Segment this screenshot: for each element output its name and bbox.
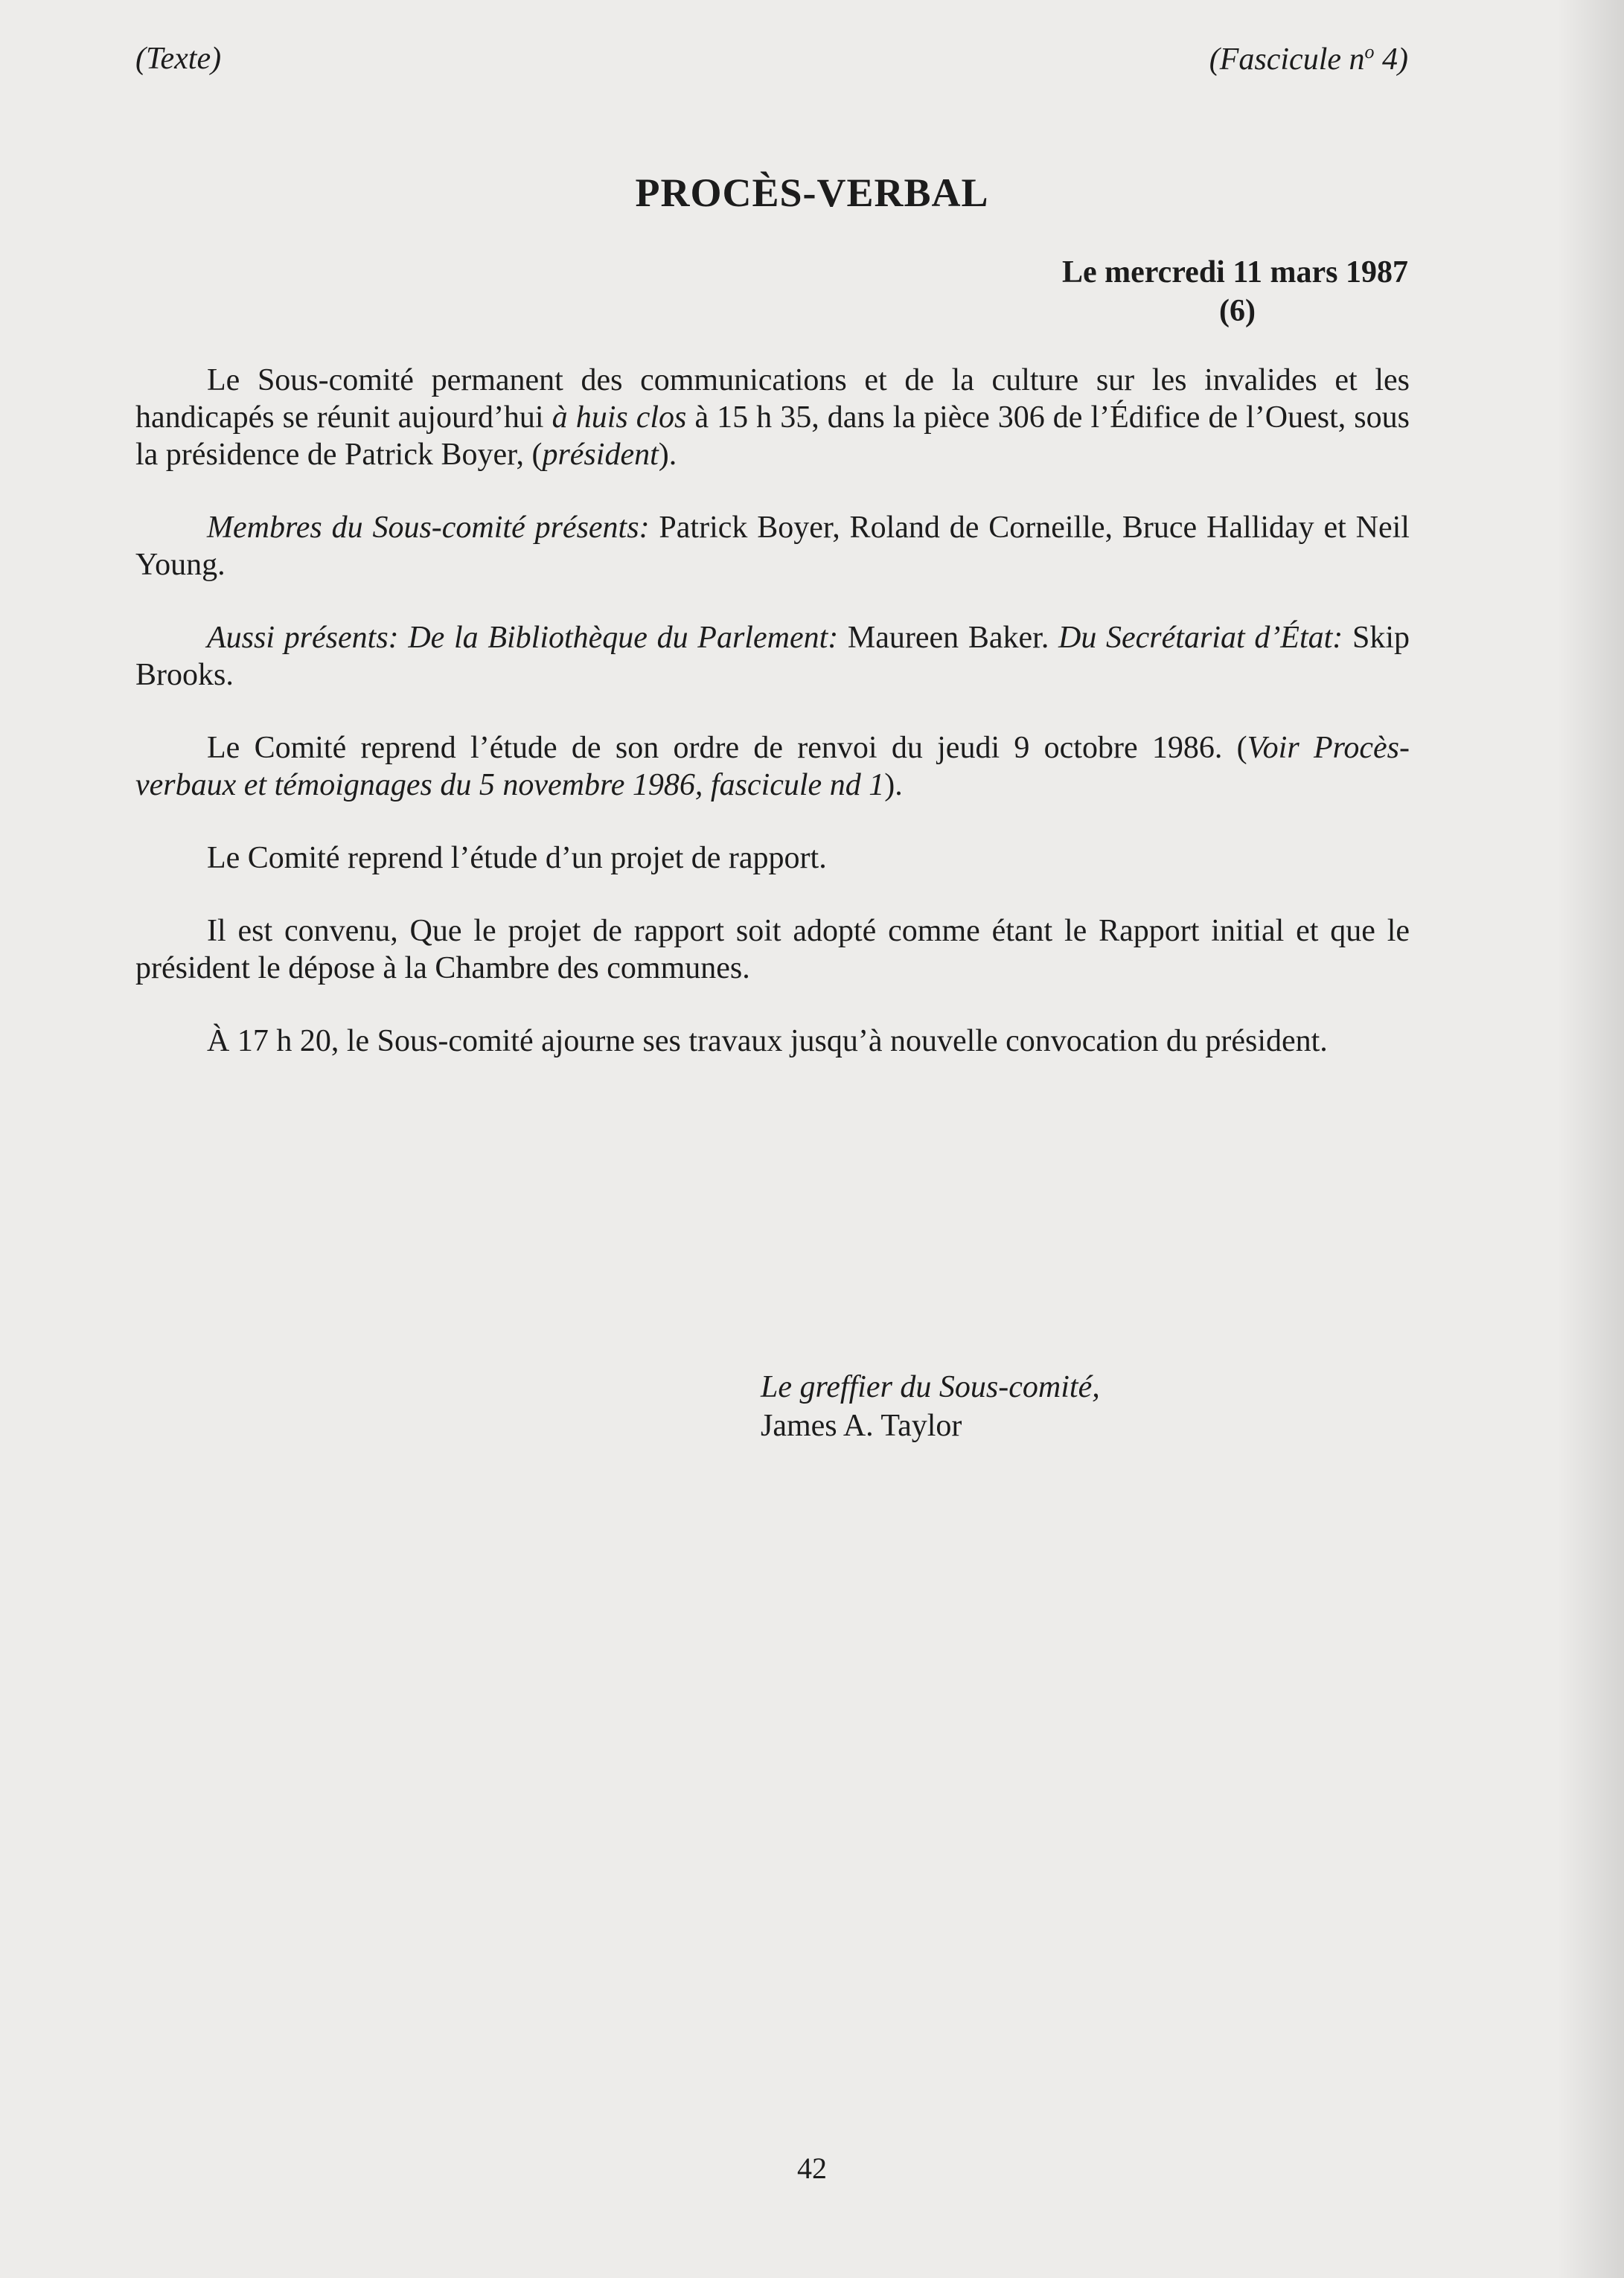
p1-text-a: Le Sous-comité permanent des communications et de la culture sur les invalides et les handicapés se réunit aujourd’hui — [135, 363, 1410, 435]
paragraph-order-of-reference — [135, 729, 1410, 804]
meeting-date-text: Le mercredi 11 mars 1987 — [1061, 255, 1408, 289]
p1-text-c: à 15 h 35, dans la pièce 306 de l’Édifice de l’Ouest, sous la présidence de Patrick Boyer, ( — [135, 400, 1410, 472]
p4-text-a: Le Comité reprend l’étude de son ordre de renvoi du jeudi 9 octobre 1986. ( — [207, 731, 1247, 765]
page-number: 42 — [797, 2151, 827, 2185]
p4-text-c: ). — [884, 768, 903, 802]
p3-text-c: Du Secrétariat d’État: — [1058, 621, 1343, 655]
p3-text-a: Aussi présents: De la Bibliothèque du Parlement: — [207, 621, 839, 655]
header-fascicule-suffix: 4) — [1374, 42, 1408, 77]
paragraph-members-present — [135, 509, 1410, 583]
meeting-number: (6) — [1219, 294, 1256, 328]
paragraph-adjournment: À 17 h 20, le Sous-comité ajourne ses travaux jusqu’à nouvelle convocation du président. — [207, 1024, 1328, 1058]
page-title: PROCÈS-VERBAL — [635, 170, 989, 215]
p3-text-d: Skip Brooks. — [135, 621, 1410, 692]
header-section-label: (Texte) — [135, 42, 222, 76]
paragraph-also-present — [135, 619, 1410, 694]
paragraph-draft-report: Le Comité reprend l’étude d’un projet de rapport. — [207, 841, 827, 875]
header-fascicule-prefix: (Fascicule — [1209, 42, 1349, 77]
p1-text-e: ). — [658, 438, 677, 472]
p2-text-a: Membres du Sous-comité présents: — [207, 511, 650, 545]
header-fascicule-sup: o — [1364, 41, 1375, 63]
p4-text-b: Voir Procès-verbaux et témoignages du 5 novembre 1986, fascicule nd 1 — [135, 731, 1410, 802]
clerk-role: Le greffier du Sous-comité, — [761, 1370, 1100, 1404]
p1-text-b: à huis clos — [552, 400, 687, 435]
paragraph-agreed: Il est convenu, Que le projet de rapport soit adopté comme étant le Rapport initial et que le président le dépose à la Chambre des communes. — [135, 914, 1410, 985]
p1-text-d: président — [542, 438, 659, 472]
paragraph-opening — [135, 362, 1410, 473]
p3-text-b: Maureen Baker. — [838, 621, 1059, 655]
meeting-date — [1062, 253, 1408, 330]
p2-text-b: Patrick Boyer, Roland de Corneille, Bruce Halliday et Neil Young. — [135, 511, 1410, 582]
page-edge-shadow — [1557, 0, 1624, 2278]
minutes-body — [135, 362, 1410, 1095]
clerk-name: James A. Taylor — [761, 1409, 962, 1443]
header-fascicule-n: n — [1349, 42, 1365, 77]
clerk-signature — [761, 1368, 1100, 1445]
header-fascicule-label — [1209, 41, 1408, 77]
